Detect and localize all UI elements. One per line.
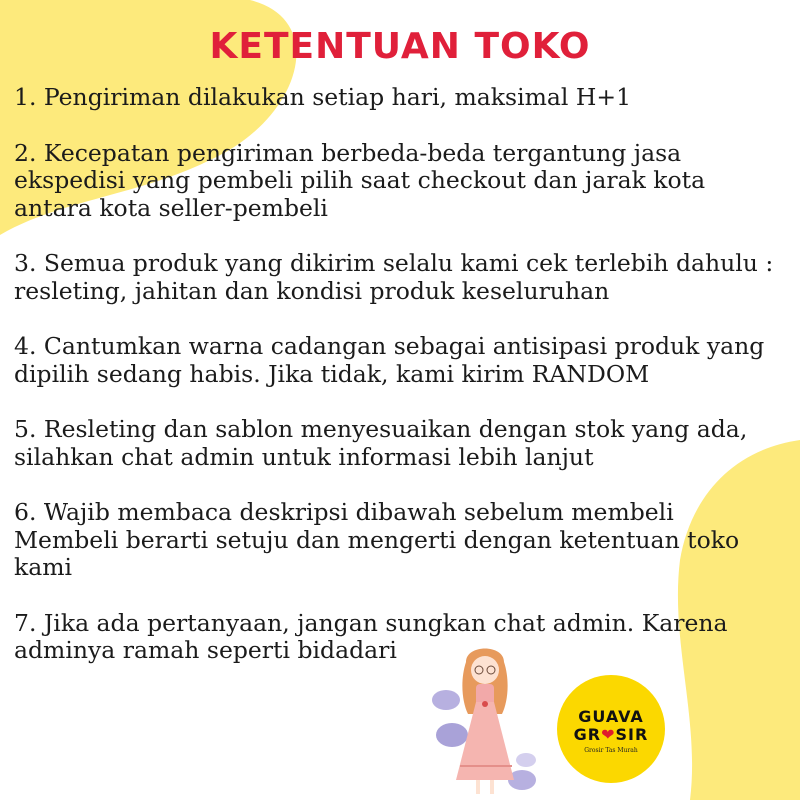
rule-item-5: 5. Resleting dan sablon menyesuaikan dengan stok yang ada, silahkan chat admin untuk informasi lebih lanjut bbox=[14, 415, 748, 471]
logo-text-line2 bbox=[557, 726, 665, 744]
logo-tagline: Grosir Tas Murah bbox=[584, 747, 638, 754]
rule-item-7: 7. Jika ada pertanyaan, jangan sungkan chat admin. Karena adminya ramah seperti bidadari bbox=[14, 608, 728, 664]
rules-list bbox=[14, 84, 784, 693]
page-title: KETENTUAN TOKO bbox=[209, 26, 591, 67]
girl-illustration bbox=[426, 640, 546, 800]
rule-item-4: 4. Cantumkan warna cadangan sebagai antisipasi produk yang dipilih sedang habis. Jika tidak, kami kirim RANDOM bbox=[14, 332, 765, 388]
rule-item-3: 3. Semua produk yang dikirim selalu kami cek terlebih dahulu : resleting, jahitan dan kondisi produk keseluruhan bbox=[14, 249, 774, 305]
rule-item-6: 6. Wajib membaca deskripsi dibawah sebelum membeli Membeli berarti setuju dan mengerti dengan ketentuan toko kami bbox=[14, 498, 740, 581]
logo-text-part-b: SIR bbox=[615, 725, 649, 744]
guava-grosir-logo bbox=[557, 675, 665, 783]
rule-item-2: 2. Kecepatan pengiriman berbeda-beda tergantung jasa ekspedisi yang pembeli pilih saat checkout dan jarak kota antara kota seller-pembeli bbox=[14, 138, 706, 222]
rule-item-1: 1. Pengiriman dilakukan setiap hari, maksimal H+1 bbox=[14, 83, 632, 111]
logo-text-line1: GUAVA bbox=[578, 707, 644, 726]
logo-text-part-a: GR bbox=[573, 725, 602, 744]
heart-icon: ❤ bbox=[601, 725, 616, 744]
